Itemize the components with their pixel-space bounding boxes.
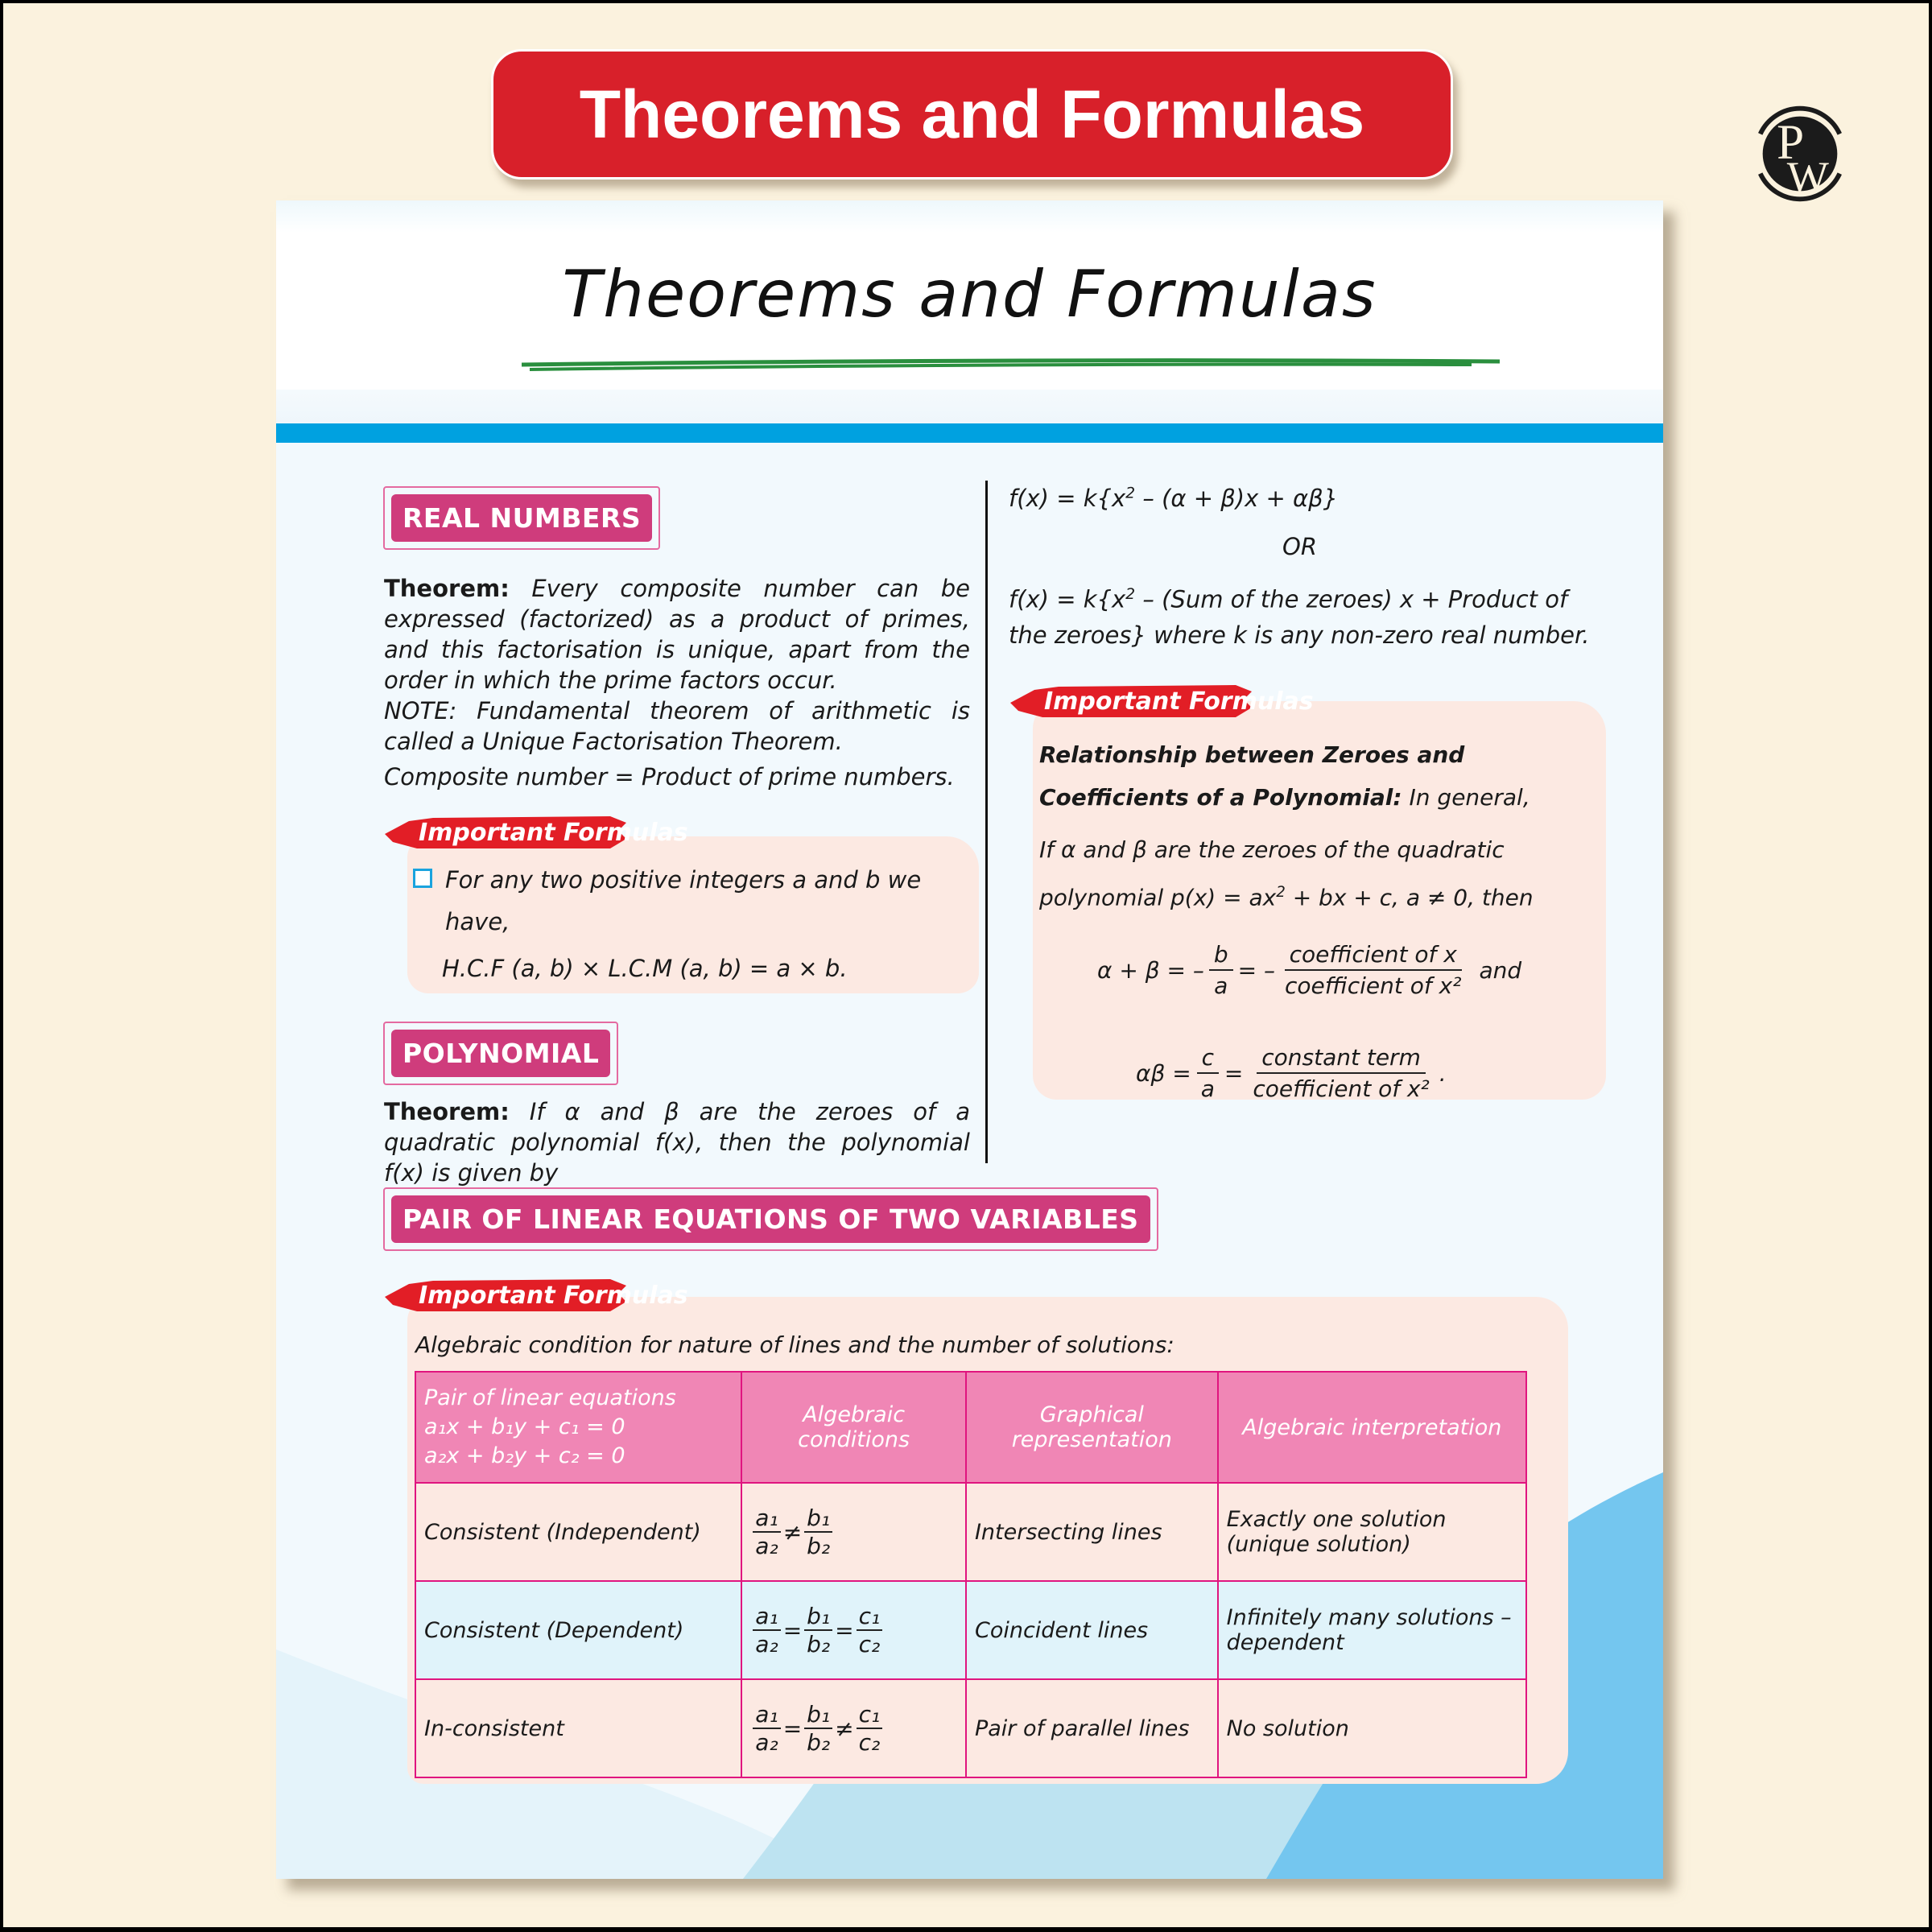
green-underline bbox=[522, 358, 1500, 373]
cell-interpretation: Exactly one solution (unique solution) bbox=[1218, 1483, 1526, 1581]
frac-den: a₂ bbox=[755, 1729, 778, 1756]
eq-sup: 2 bbox=[1125, 485, 1136, 502]
cell-graph: Coincident lines bbox=[966, 1581, 1218, 1679]
svg-text:W: W bbox=[1786, 152, 1829, 202]
cell-condition bbox=[741, 1581, 966, 1679]
theorem-label: Theorem: bbox=[384, 575, 510, 602]
banner-label: Important Formulas bbox=[419, 818, 688, 847]
frac-num: b₁ bbox=[804, 1603, 832, 1631]
prod-end: . bbox=[1439, 1059, 1447, 1087]
polynomial-equation-1 bbox=[1009, 485, 1338, 512]
column-divider bbox=[985, 481, 988, 1163]
badge-title: Theorems and Formulas bbox=[579, 76, 1365, 152]
frac-num: c₁ bbox=[857, 1603, 883, 1631]
frac-num: b₁ bbox=[804, 1505, 832, 1533]
table-row bbox=[415, 1581, 1526, 1679]
op: ≠ bbox=[782, 1518, 803, 1546]
if-line-sup: 2 bbox=[1276, 884, 1286, 901]
or-label: OR bbox=[1282, 533, 1317, 560]
relationship-rest: In general, bbox=[1402, 784, 1530, 811]
cell-type: Consistent (Dependent) bbox=[415, 1581, 741, 1679]
sum-lhs: α + β = – bbox=[1097, 956, 1204, 984]
header-graphical-representation: Graphical representation bbox=[966, 1372, 1218, 1483]
linear-equations-table bbox=[415, 1371, 1527, 1778]
theorem-label: Theorem: bbox=[384, 1098, 510, 1125]
op: = bbox=[782, 1715, 803, 1742]
prod-lhs: αβ = bbox=[1136, 1059, 1191, 1087]
header-algebraic-conditions: Algebraic conditions bbox=[741, 1372, 966, 1483]
header-eq1: a₁x + b₁y + c₁ = 0 bbox=[424, 1414, 625, 1439]
eq-part: f(x) = k{x bbox=[1009, 485, 1126, 512]
banner-label: Important Formulas bbox=[1044, 687, 1314, 716]
hcf-lcm-equation: H.C.F (a, b) × L.C.M (a, b) = a × b. bbox=[442, 955, 848, 982]
svg-text:P: P bbox=[1777, 115, 1805, 170]
section-tag-label: REAL NUMBERS bbox=[391, 494, 652, 542]
frac-num: c₁ bbox=[857, 1701, 883, 1729]
formula-sheet bbox=[276, 200, 1663, 1879]
theorem-text: Every composite number can be expressed (factorized) as a product of primes, and this factorisation is unique, apart from the order in which the prime factors occur. bbox=[384, 575, 971, 694]
banner-label: Important Formulas bbox=[419, 1281, 688, 1310]
header-pair-of-equations bbox=[415, 1372, 741, 1483]
prod-eq: = bbox=[1224, 1059, 1244, 1087]
header-eq2: a₂x + b₂y + c₂ = 0 bbox=[424, 1443, 625, 1468]
title-badge bbox=[491, 49, 1453, 180]
header-algebraic-interpretation: Algebraic interpretation bbox=[1218, 1372, 1526, 1483]
section-tag-real-numbers bbox=[383, 486, 660, 550]
eq-part: f(x) = k{x bbox=[1009, 585, 1126, 613]
accent-bar bbox=[276, 423, 1663, 443]
frac-num: a₁ bbox=[753, 1701, 780, 1729]
polynomial-theorem bbox=[384, 1096, 970, 1188]
frac-den: a bbox=[1200, 1075, 1215, 1102]
composite-text: Composite number = Product of prime numbers. bbox=[384, 763, 955, 791]
section-tag-label: PAIR OF LINEAR EQUATIONS OF TWO VARIABLES bbox=[391, 1195, 1150, 1243]
eq-part: – (Sum of the zeroes) x + Product of the zeroes} where k is any non-zero real number. bbox=[1009, 585, 1590, 649]
checkbox-bullet-icon bbox=[413, 869, 432, 888]
frac-num: constant term bbox=[1257, 1044, 1426, 1074]
if-line: + bx + c, a ≠ 0, then bbox=[1285, 884, 1534, 911]
cell-graph: Intersecting lines bbox=[966, 1483, 1218, 1581]
frac-num: coefficient of x bbox=[1285, 941, 1462, 971]
zeroes-coefficients-block bbox=[1039, 733, 1587, 919]
important-formulas-banner bbox=[385, 815, 688, 850]
eq-sup: 2 bbox=[1125, 586, 1136, 603]
page-background bbox=[3, 3, 1929, 1927]
section-tag-linear-equations bbox=[383, 1187, 1158, 1251]
table-row bbox=[415, 1679, 1526, 1777]
header-band bbox=[276, 390, 1663, 423]
sheet-title: Theorems and Formulas bbox=[562, 257, 1377, 332]
important-formulas-banner bbox=[1010, 683, 1314, 719]
frac-den: c₂ bbox=[858, 1631, 881, 1657]
cell-interpretation: No solution bbox=[1218, 1679, 1526, 1777]
cell-interpretation: Infinitely many solutions – dependent bbox=[1218, 1581, 1526, 1679]
theorem-text: If α and β are the zeroes of a quadratic polynomial f(x), then the polynomial f(x) is given by bbox=[384, 1098, 970, 1187]
polynomial-equation-2 bbox=[1009, 577, 1596, 653]
sum-eq: = – bbox=[1237, 956, 1276, 984]
real-numbers-theorem bbox=[384, 573, 970, 792]
op: ≠ bbox=[835, 1715, 854, 1742]
pw-logo-icon bbox=[1744, 98, 1856, 209]
header-label: Pair of linear equations bbox=[424, 1385, 676, 1410]
op: = bbox=[782, 1616, 803, 1644]
frac-num: b bbox=[1209, 941, 1233, 971]
frac-num: c bbox=[1197, 1044, 1219, 1074]
formula-bullet-text: For any two positive integers a and b we have, bbox=[445, 866, 922, 935]
frac-num: a₁ bbox=[753, 1505, 780, 1533]
cell-type: In-consistent bbox=[415, 1679, 741, 1777]
section-tag-polynomial bbox=[383, 1022, 618, 1085]
op: = bbox=[835, 1616, 854, 1644]
frac-den: a bbox=[1214, 972, 1228, 999]
table-header-row bbox=[415, 1372, 1526, 1483]
frac-den: coefficient of x² bbox=[1253, 1075, 1430, 1102]
and-word: and bbox=[1479, 956, 1522, 984]
hcf-lcm-formula bbox=[442, 859, 957, 989]
cell-graph: Pair of parallel lines bbox=[966, 1679, 1218, 1777]
section-tag-label: POLYNOMIAL bbox=[391, 1030, 610, 1077]
product-of-zeroes-formula bbox=[1136, 1044, 1447, 1102]
frac-den: c₂ bbox=[858, 1729, 881, 1756]
relationship-heading: Relationship between Zeroes and Coefficients of a Polynomial: bbox=[1039, 741, 1465, 811]
sum-of-zeroes-formula bbox=[1097, 941, 1521, 999]
cell-condition bbox=[741, 1679, 966, 1777]
frac-den: b₂ bbox=[807, 1533, 831, 1559]
frac-den: coefficient of x² bbox=[1285, 972, 1462, 999]
frac-num: b₁ bbox=[804, 1701, 832, 1729]
cell-type: Consistent (Independent) bbox=[415, 1483, 741, 1581]
frac-den: a₂ bbox=[755, 1631, 778, 1657]
cell-condition bbox=[741, 1483, 966, 1581]
frac-den: a₂ bbox=[755, 1533, 778, 1559]
table-row bbox=[415, 1483, 1526, 1581]
table-intro: Algebraic condition for nature of lines and the number of solutions: bbox=[415, 1331, 1174, 1358]
eq-part: – (α + β)x + αβ} bbox=[1135, 485, 1339, 512]
frac-den: b₂ bbox=[807, 1729, 831, 1756]
frac-num: a₁ bbox=[753, 1603, 780, 1631]
frac-den: b₂ bbox=[807, 1631, 831, 1657]
important-formulas-banner bbox=[385, 1278, 688, 1313]
note-text: NOTE: Fundamental theorem of arithmetic is called a Unique Factorisation Theorem. bbox=[384, 697, 970, 755]
if-line: If α and β are the zeroes of the quadratic polynomial p(x) = ax bbox=[1039, 836, 1505, 911]
